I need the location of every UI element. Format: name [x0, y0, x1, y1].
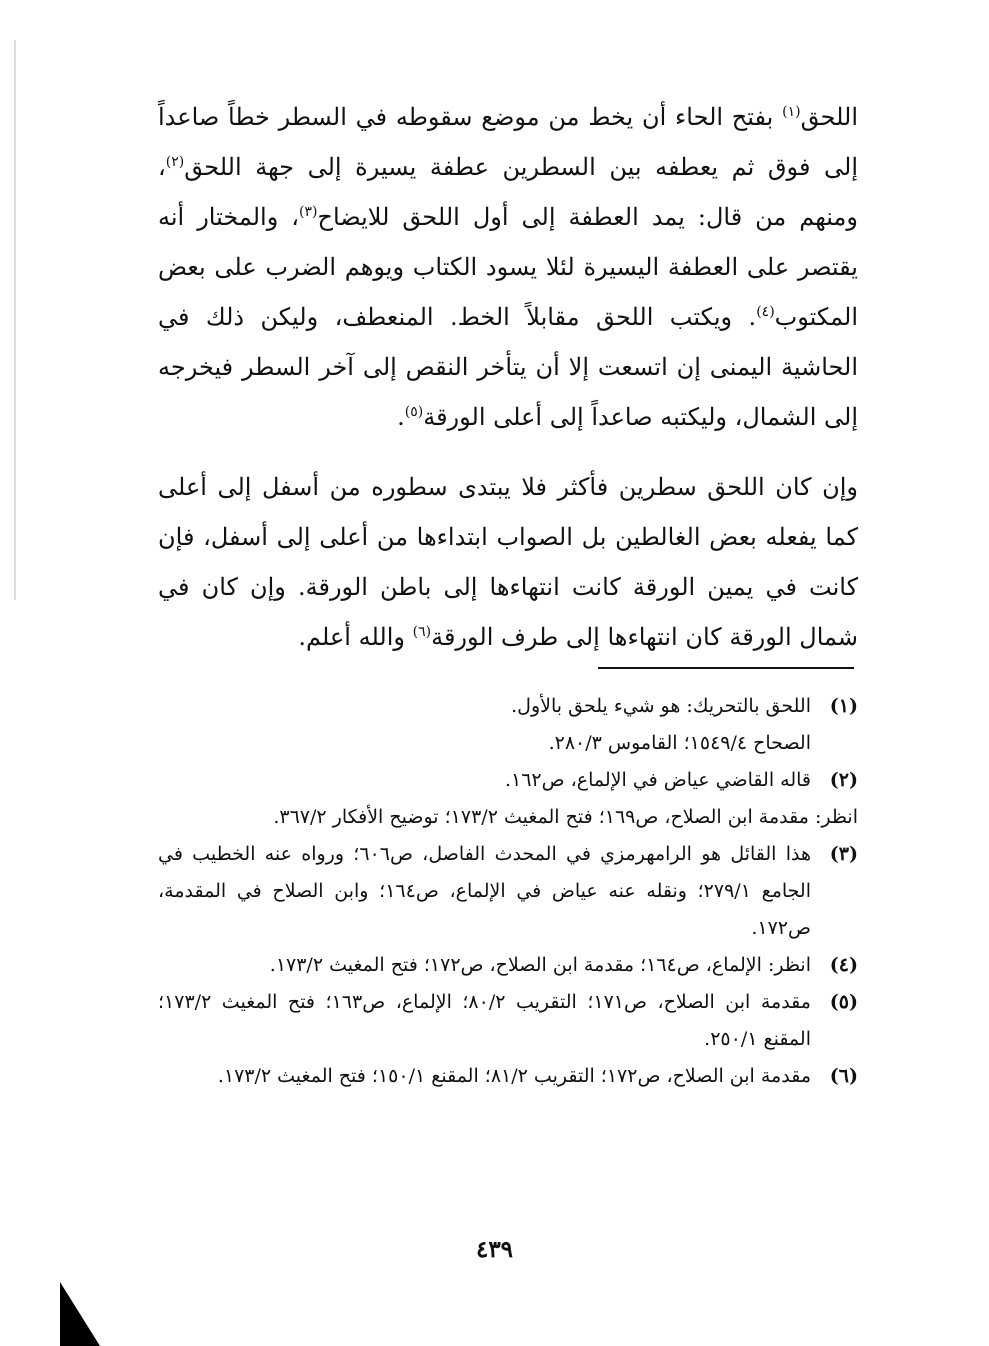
- footnote-item: [158, 762, 858, 836]
- footnote-item: [158, 836, 858, 947]
- footnote-text: انظر: الإلماع، ص١٦٤؛ مقدمة ابن الصلاح، ص١٧٢؛ فتح المغيث ١٧٣/٢.: [269, 954, 811, 976]
- footnote-item: [158, 1058, 858, 1095]
- footnote-text: انظر: مقدمة ابن الصلاح، ص١٦٩؛ فتح المغيث ١٧٣/٢؛ توضيح الأفكار ٣٦٧/٢.: [273, 806, 858, 828]
- text-run: . ويكتب اللحق مقابلاً الخط. المنعطف، وليكن ذلك في الحاشية اليمنى إن اتسعت إلا أن يتأخر النقص إلى آخر السطر فيخرجه إلى الشمال، وليكتبه صاعداً إلى أعلى الورقة: [158, 303, 858, 431]
- text-run: والله أعلم.: [298, 623, 413, 651]
- footnote-number: (٥): [829, 991, 858, 1013]
- footnote-number: (٤): [829, 954, 858, 976]
- footnote-item: [158, 984, 858, 1058]
- footnote-divider: [598, 667, 854, 669]
- footnote-item: [158, 688, 858, 762]
- scan-edge-line: [14, 40, 16, 600]
- paragraph-2: [158, 462, 858, 662]
- footnote-ref: (١): [782, 104, 801, 120]
- text-run: ، ومنهم من قال: يمد العطفة إلى أول اللحق للايضاح: [158, 153, 858, 231]
- text-run: اللحق: [800, 103, 858, 131]
- footnote-text: هذا القائل هو الرامهرمزي في المحدث الفاصل، ص٦٠٦؛ ورواه عنه الخطيب في الجامع ٢٧٩/١؛ ونقله عنه عياض في الإلماع، ص١٦٤؛ وابن الصلاح في المقدمة، ص١٧٢.: [158, 843, 812, 939]
- footnote-number: (١): [829, 695, 858, 717]
- corner-triangle-mark: [60, 1282, 100, 1346]
- footnote-number: (٣): [829, 843, 858, 865]
- footnote-ref: (٦): [412, 624, 432, 640]
- footnote-number: (٦): [829, 1065, 858, 1087]
- text-run: بفتح الحاء أن يخط من موضع سقوطه في السطر خطاً صاعداً إلى فوق ثم يعطفه بين السطرين عطفة يسيرة إلى جهة اللحق: [158, 103, 858, 181]
- text-run: .: [397, 403, 405, 431]
- text-run: ، والمختار أنه يقتصر على العطفة اليسيرة لئلا يسود الكتاب ويوهم الضرب على بعض المكتوب: [158, 203, 858, 331]
- footnote-ref: (٤): [756, 304, 775, 320]
- footnote-text: الصحاح ١٥٤٩/٤؛ القاموس ٢٨٠/٣.: [548, 732, 811, 754]
- footnote-ref: (٣): [299, 204, 318, 220]
- footnote-text: قاله القاضي عياض في الإلماع، ص١٦٢.: [504, 769, 811, 791]
- footnote-item: [158, 947, 858, 984]
- page-number: ٤٣٩: [475, 1236, 514, 1263]
- footnotes-section: [158, 688, 858, 1095]
- main-text-body: [158, 92, 858, 662]
- footnote-ref: (٢): [165, 154, 185, 170]
- footnote-text: مقدمة ابن الصلاح، ص١٧٢؛ التقريب ٨١/٢؛ المقنع ١٥٠/١؛ فتح المغيث ١٧٣/٢.: [217, 1065, 811, 1087]
- paragraph-1: [158, 92, 858, 442]
- footnote-number: (٢): [829, 769, 858, 791]
- footnote-text: مقدمة ابن الصلاح، ص١٧١؛ التقريب ٨٠/٢؛ الإلماع، ص١٦٣؛ فتح المغيث ١٧٣/٢؛ المقنع ٢٥٠/١.: [158, 991, 811, 1050]
- footnote-text: اللحق بالتحريك: هو شيء يلحق بالأول.: [511, 695, 811, 717]
- text-run: وإن كان اللحق سطرين فأكثر فلا يبتدى سطوره من أسفل إلى أعلى كما يفعله بعض الغالطين بل الصواب ابتداءها من أعلى إلى أسفل، فإن كانت في يمين الورقة كانت انتهاءها إلى باطن الورقة. وإن كان في شمال الورقة كان انتهاءها إلى طرف الورقة: [158, 473, 858, 651]
- footnote-ref: (٥): [404, 404, 424, 420]
